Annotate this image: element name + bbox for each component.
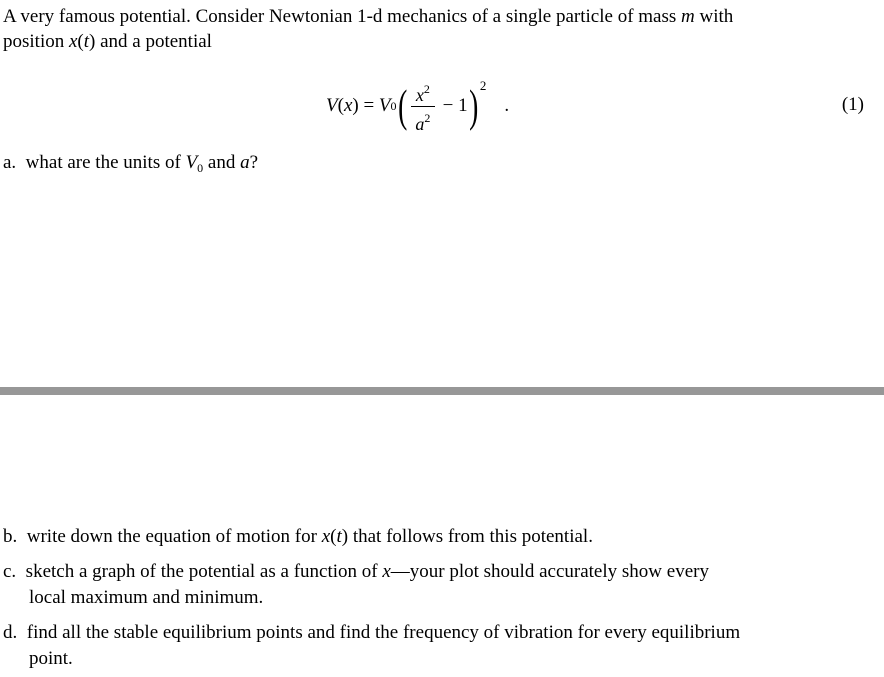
question-d	[3, 620, 740, 672]
eq-x: x	[343, 95, 353, 116]
qb-text: ) that follows from this potential.	[341, 526, 593, 547]
eq-outer-power: 2	[479, 78, 487, 93]
qc-text: c. sketch a graph of the potential as a function of	[3, 561, 383, 582]
eq-V0: V	[378, 95, 391, 116]
qb-x: x	[321, 526, 331, 547]
qb-t: t	[336, 526, 342, 547]
qc-x: x	[382, 561, 391, 582]
left-paren: (	[397, 80, 407, 131]
qa-V-sub: 0	[197, 161, 204, 175]
mass-variable: m	[681, 6, 695, 27]
qa-text: ?	[249, 152, 259, 173]
num-pow: 2	[423, 81, 430, 96]
eq-paren: (	[337, 95, 344, 116]
intro-text: A very famous potential. Consider Newtonian 1-d mechanics of a single particle of mass	[3, 6, 682, 27]
fraction-denominator	[415, 108, 430, 134]
qd-line-1: d. find all the stable equilibrium points and find the frequency of vibration for every equilibrium	[3, 622, 741, 643]
eq-V: V	[326, 95, 338, 116]
den-var: a	[415, 113, 425, 134]
qa-a: a	[240, 152, 250, 173]
eq-equals: ) =	[352, 95, 379, 116]
intro-text: position	[3, 31, 69, 52]
qd-line-2: point.	[29, 648, 73, 669]
qa-text: and	[203, 152, 241, 173]
num-var: x	[415, 84, 424, 105]
eq-V0-subscript: 0	[390, 98, 397, 113]
potential-equation	[326, 74, 509, 138]
intro-text-end: with	[694, 6, 734, 27]
qb-text: b. write down the equation of motion for	[3, 526, 322, 547]
intro-line-2	[3, 30, 212, 54]
intro-text: ) and a potential	[89, 31, 212, 52]
eq-period: .	[504, 95, 510, 116]
qa-text: a. what are the units of	[3, 152, 186, 173]
fraction-bar	[411, 106, 435, 107]
question-a	[3, 150, 258, 181]
position-variable: x	[68, 31, 78, 52]
section-divider	[0, 387, 884, 395]
paren: (	[77, 31, 84, 52]
qc-text: —your plot should accurately show every	[390, 561, 709, 582]
right-paren: )	[468, 80, 478, 131]
qb-paren: (	[330, 526, 337, 547]
question-c	[3, 559, 709, 611]
qc-line-1	[3, 561, 709, 582]
fraction	[411, 79, 435, 134]
equation-number: (1)	[841, 94, 864, 115]
question-b	[3, 524, 593, 550]
fraction-numerator	[416, 79, 430, 105]
den-pow: 2	[424, 110, 431, 125]
time-variable: t	[83, 31, 90, 52]
eq-minus-one: − 1	[437, 95, 468, 116]
qc-line-2: local maximum and minimum.	[29, 587, 264, 608]
intro-line-1	[3, 5, 733, 29]
qa-V: V	[185, 152, 198, 173]
